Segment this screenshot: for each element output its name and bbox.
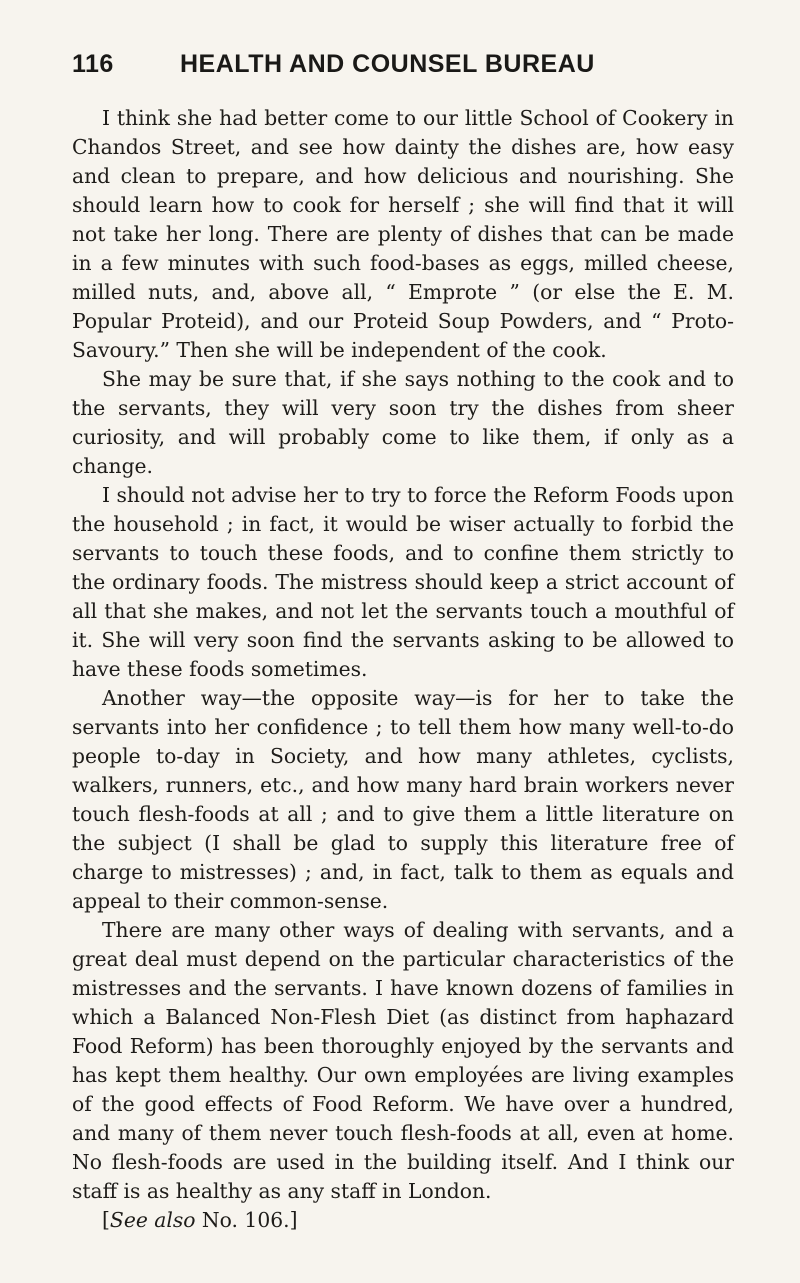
running-head <box>72 50 734 90</box>
reference-open-bracket: [ <box>102 1208 110 1232</box>
cross-reference <box>72 1206 734 1235</box>
reference-see-also: See also <box>109 1208 196 1232</box>
paragraph-other-ways: There are many other ways of dealing with servants, and a great deal must depend on the particular characteristics of the mistresses and the servants. I have known dozens of families in which a Balanced Non-Flesh Diet (as distinct from haphazard Food Reform) has been thoroughly enjoyed by the servants and has kept them healthy. Our own employées are living examples of the good effects of Food Reform. We have over a hundred, and many of them never touch flesh-foods at all, even at home. No flesh-foods are used in the building itself. And I think our staff is as healthy as any staff in London. <box>72 918 734 1203</box>
running-title: HEALTH AND COUNSEL BUREAU <box>180 50 595 78</box>
paragraph-servants-curiosity: She may be sure that, if she says nothing to the cook and to the servants, they will very soon try the dishes from sheer curiosity, and will probably come to like them, if only as a change. <box>72 367 734 478</box>
body-text <box>72 104 734 1235</box>
reference-target: No. 106.] <box>195 1208 298 1232</box>
paragraph-reform-foods: I should not advise her to try to force the Reform Foods upon the household ; in fact, it would be wiser actually to forbid the servants to touch these foods, and to confine them strictly to the ordinary foods. The mistress should keep a strict account of all that she makes, and not let the servants touch a mouthful of it. She will very soon find the servants asking to be allowed to have these foods sometimes. <box>72 483 734 681</box>
paragraph-school-of-cookery: I think she had better come to our little School of Cookery in Chandos Street, and see how dainty the dishes are, how easy and clean to prepare, and how delicious and nourishing. She should learn how to cook for herself ; she will find that it will not take her long. There are plenty of dishes that can be made in a few minutes with such food-bases as eggs, milled cheese, milled nuts, and, above all, “ Emprote ” (or else the E. M. Popular Proteid), and our Proteid Soup Powders, and “ Proto-Savoury.” Then she will be independent of the cook. <box>72 106 734 362</box>
paragraph-another-way: Another way—the opposite way—is for her to take the servants into her confidence ; to tell them how many well-to-do people to-day in Society, and how many athletes, cyclists, walkers, runners, etc., and how many hard brain workers never touch flesh-foods at all ; and to give them a little literature on the subject (I shall be glad to supply this literature free of charge to mistresses) ; and, in fact, talk to them as equals and appeal to their common-sense. <box>72 686 734 913</box>
page-number: 116 <box>72 50 114 78</box>
